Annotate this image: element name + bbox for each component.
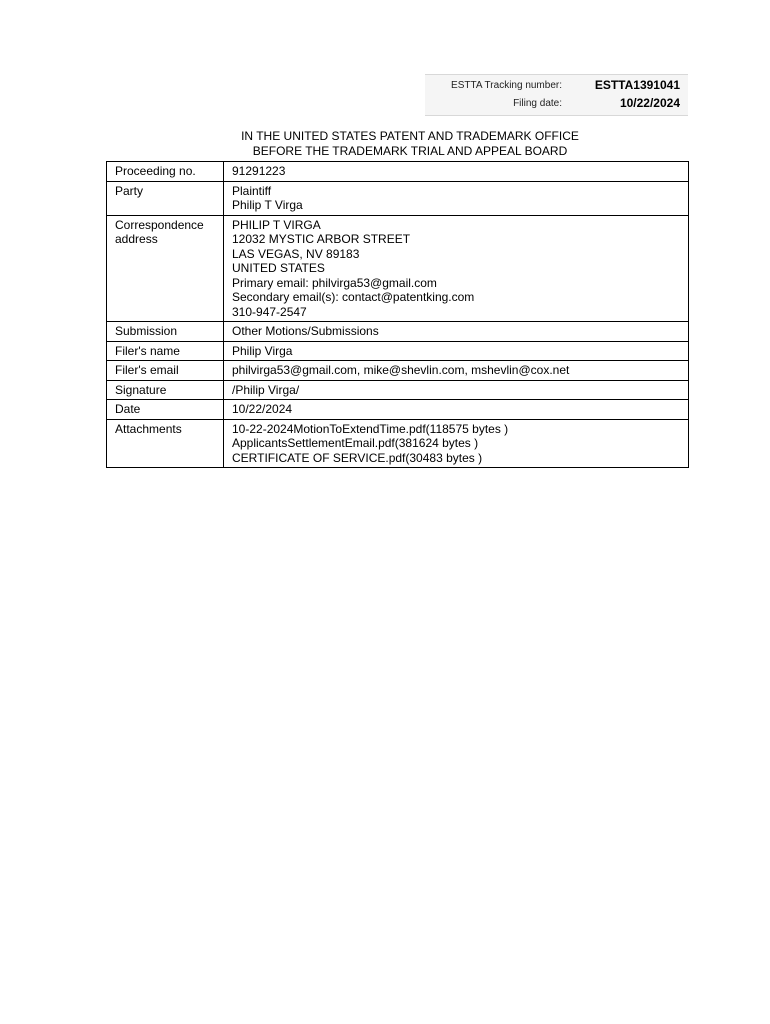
date-row [107,400,689,420]
correspondence-row [107,215,689,322]
filer-name-label: Filer's name [107,341,224,361]
proceeding-label: Proceeding no. [107,162,224,182]
filing-date-value: 10/22/2024 [619,96,680,110]
submission-value: Other Motions/Submissions [224,322,689,342]
party-label: Party [107,181,224,215]
attachments-row [107,419,689,468]
filer-name-row [107,341,689,361]
filing-record-table [106,161,689,468]
filer-email-row [107,361,689,381]
proceeding-value: 91291223 [224,162,689,182]
party-row [107,181,689,215]
phone-number: 310-947-2547 [232,304,307,319]
date-label: Date [107,400,224,420]
attachments-label: Attachments [107,419,224,468]
submission-row [107,322,689,342]
signature-value: /Philip Virga/ [224,380,689,400]
filer-email-label: Filer's email [107,361,224,381]
attachment-item: ApplicantsSettlementEmail.pdf(381624 bytes ) [232,436,479,450]
office-heading: IN THE UNITED STATES PATENT AND TRADEMARK OFFICE [241,129,579,143]
secondary-email: Secondary email(s): contact@patentking.com [232,290,475,304]
correspondence-line: UNITED STATES [232,261,325,275]
tracking-number-label: ESTTA Tracking number: [451,80,562,91]
tracking-number-row [425,77,688,95]
correspondence-line: PHILIP T VIRGA [232,217,321,232]
filing-date-label: Filing date: [513,98,562,109]
party-line: Philip T Virga [232,198,303,212]
attachment-item: CERTIFICATE OF SERVICE.pdf(30483 bytes ) [232,450,483,465]
attachments-value [224,419,689,468]
correspondence-value [224,215,689,322]
party-value [224,181,689,215]
tracking-box [425,74,688,116]
correspondence-label [107,215,224,322]
correspondence-line: LAS VEGAS, NV 89183 [232,246,360,261]
primary-email: Primary email: philvirga53@gmail.com [232,275,437,290]
correspondence-line: 12032 MYSTIC ARBOR STREET [232,232,411,246]
date-value: 10/22/2024 [224,400,689,420]
filer-name-value: Philip Virga [224,341,689,361]
tracking-number-value: ESTTA1391041 [594,78,680,92]
proceeding-row [107,162,689,182]
party-line: Plaintiff [232,183,272,198]
filing-date-row [425,95,688,113]
signature-row [107,380,689,400]
filer-email-value: philvirga53@gmail.com, mike@shevlin.com, mshevlin@cox.net [224,361,689,381]
signature-label: Signature [107,380,224,400]
submission-label: Submission [107,322,224,342]
correspondence-label-line: address [115,232,158,246]
board-heading: BEFORE THE TRADEMARK TRIAL AND APPEAL BOARD [252,144,568,158]
correspondence-label-line: Correspondence [115,217,204,232]
attachment-item: 10-22-2024MotionToExtendTime.pdf(118575 bytes ) [232,421,509,436]
